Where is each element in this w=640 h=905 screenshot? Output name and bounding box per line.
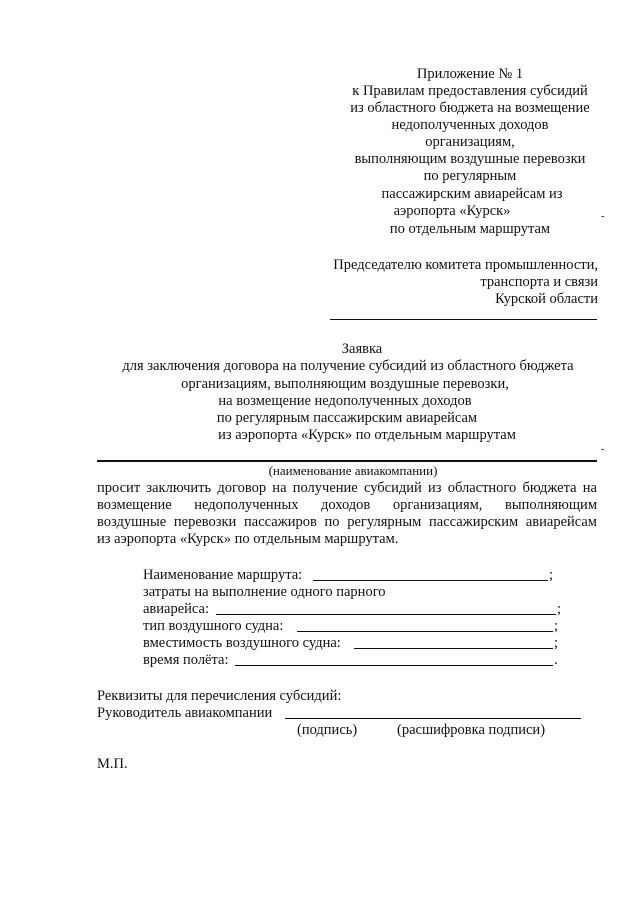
appendix-line: пассажирским авиарейсам из [381, 186, 563, 202]
request-line: из аэропорта «Курск» по отдельным маршрутам. [97, 531, 399, 547]
route-field[interactable] [313, 580, 548, 581]
application-line: для заключения договора на получение субсидий из областного бюджета [122, 358, 574, 374]
appendix-line: организациям, [425, 134, 515, 150]
decoding-caption: (расшифровка подписи) [397, 722, 546, 738]
field-end: ; [549, 567, 554, 583]
field-end: ; [554, 618, 559, 634]
aircraft-type-field[interactable] [297, 631, 553, 632]
appendix-line: из областного бюджета на возмещение [350, 100, 590, 116]
flight-time-label: время полёта: [143, 652, 229, 668]
appendix-title: Приложение № 1 [416, 66, 524, 82]
scan-speck: - [601, 444, 605, 455]
application-line: из аэропорта «Курск» по отдельным маршрутам [218, 427, 516, 443]
application-line: на возмещение недополученных доходов [218, 393, 472, 409]
appendix-line: выполняющим воздушные перевозки [354, 151, 586, 167]
appendix-line: к Правилам предоставления субсидий [352, 83, 588, 99]
application-line: организациям, выполняющим воздушные перевозки, [181, 376, 509, 392]
appendix-line: по регулярным [423, 168, 517, 184]
head-label: Руководитель авиакомпании [97, 705, 273, 721]
appendix-line: по отдельным маршрутам [389, 221, 551, 237]
costs-field[interactable] [216, 614, 556, 615]
request-line: воздушные перевозки пассажиров по регулярным пассажирским авиарейсам [97, 514, 597, 530]
request-line: просит заключить договор на получение субсидий из областного бюджета на [97, 480, 597, 496]
head-signature-field[interactable] [285, 718, 581, 719]
airline-caption: (наименование авиакомпании) [268, 463, 438, 478]
appendix-line: недополученных доходов [391, 117, 549, 133]
addressee-line: транспорта и связи [480, 274, 598, 290]
scan-speck: - [601, 211, 605, 222]
seal-mark: М.П. [97, 756, 128, 772]
appendix-line: аэропорта «Курск» [393, 203, 511, 219]
application-title: Заявка [341, 341, 383, 357]
request-line: возмещение недополученных доходов организациям, выполняющим [97, 497, 597, 513]
signature-caption: (подпись) [297, 722, 358, 738]
route-label: Наименование маршрута: [143, 567, 303, 583]
field-end: ; [557, 601, 562, 617]
addressee-line: Курской области [495, 291, 598, 307]
costs-label: авиарейса: [143, 601, 210, 617]
flight-time-field[interactable] [235, 665, 553, 666]
requisites-label: Реквизиты для перечисления субсидий: [97, 688, 342, 704]
aircraft-type-label: тип воздушного судна: [143, 618, 284, 634]
addressee-name-line[interactable] [330, 319, 597, 320]
costs-label: затраты на выполнение одного парного [143, 584, 386, 600]
addressee-line: Председателю комитета промышленности, [333, 257, 598, 273]
field-end: . [554, 652, 558, 668]
field-end: ; [554, 635, 559, 651]
capacity-label: вместимость воздушного судна: [143, 635, 341, 651]
application-line: по регулярным пассажирским авиарейсам [216, 410, 478, 426]
capacity-field[interactable] [354, 648, 553, 649]
